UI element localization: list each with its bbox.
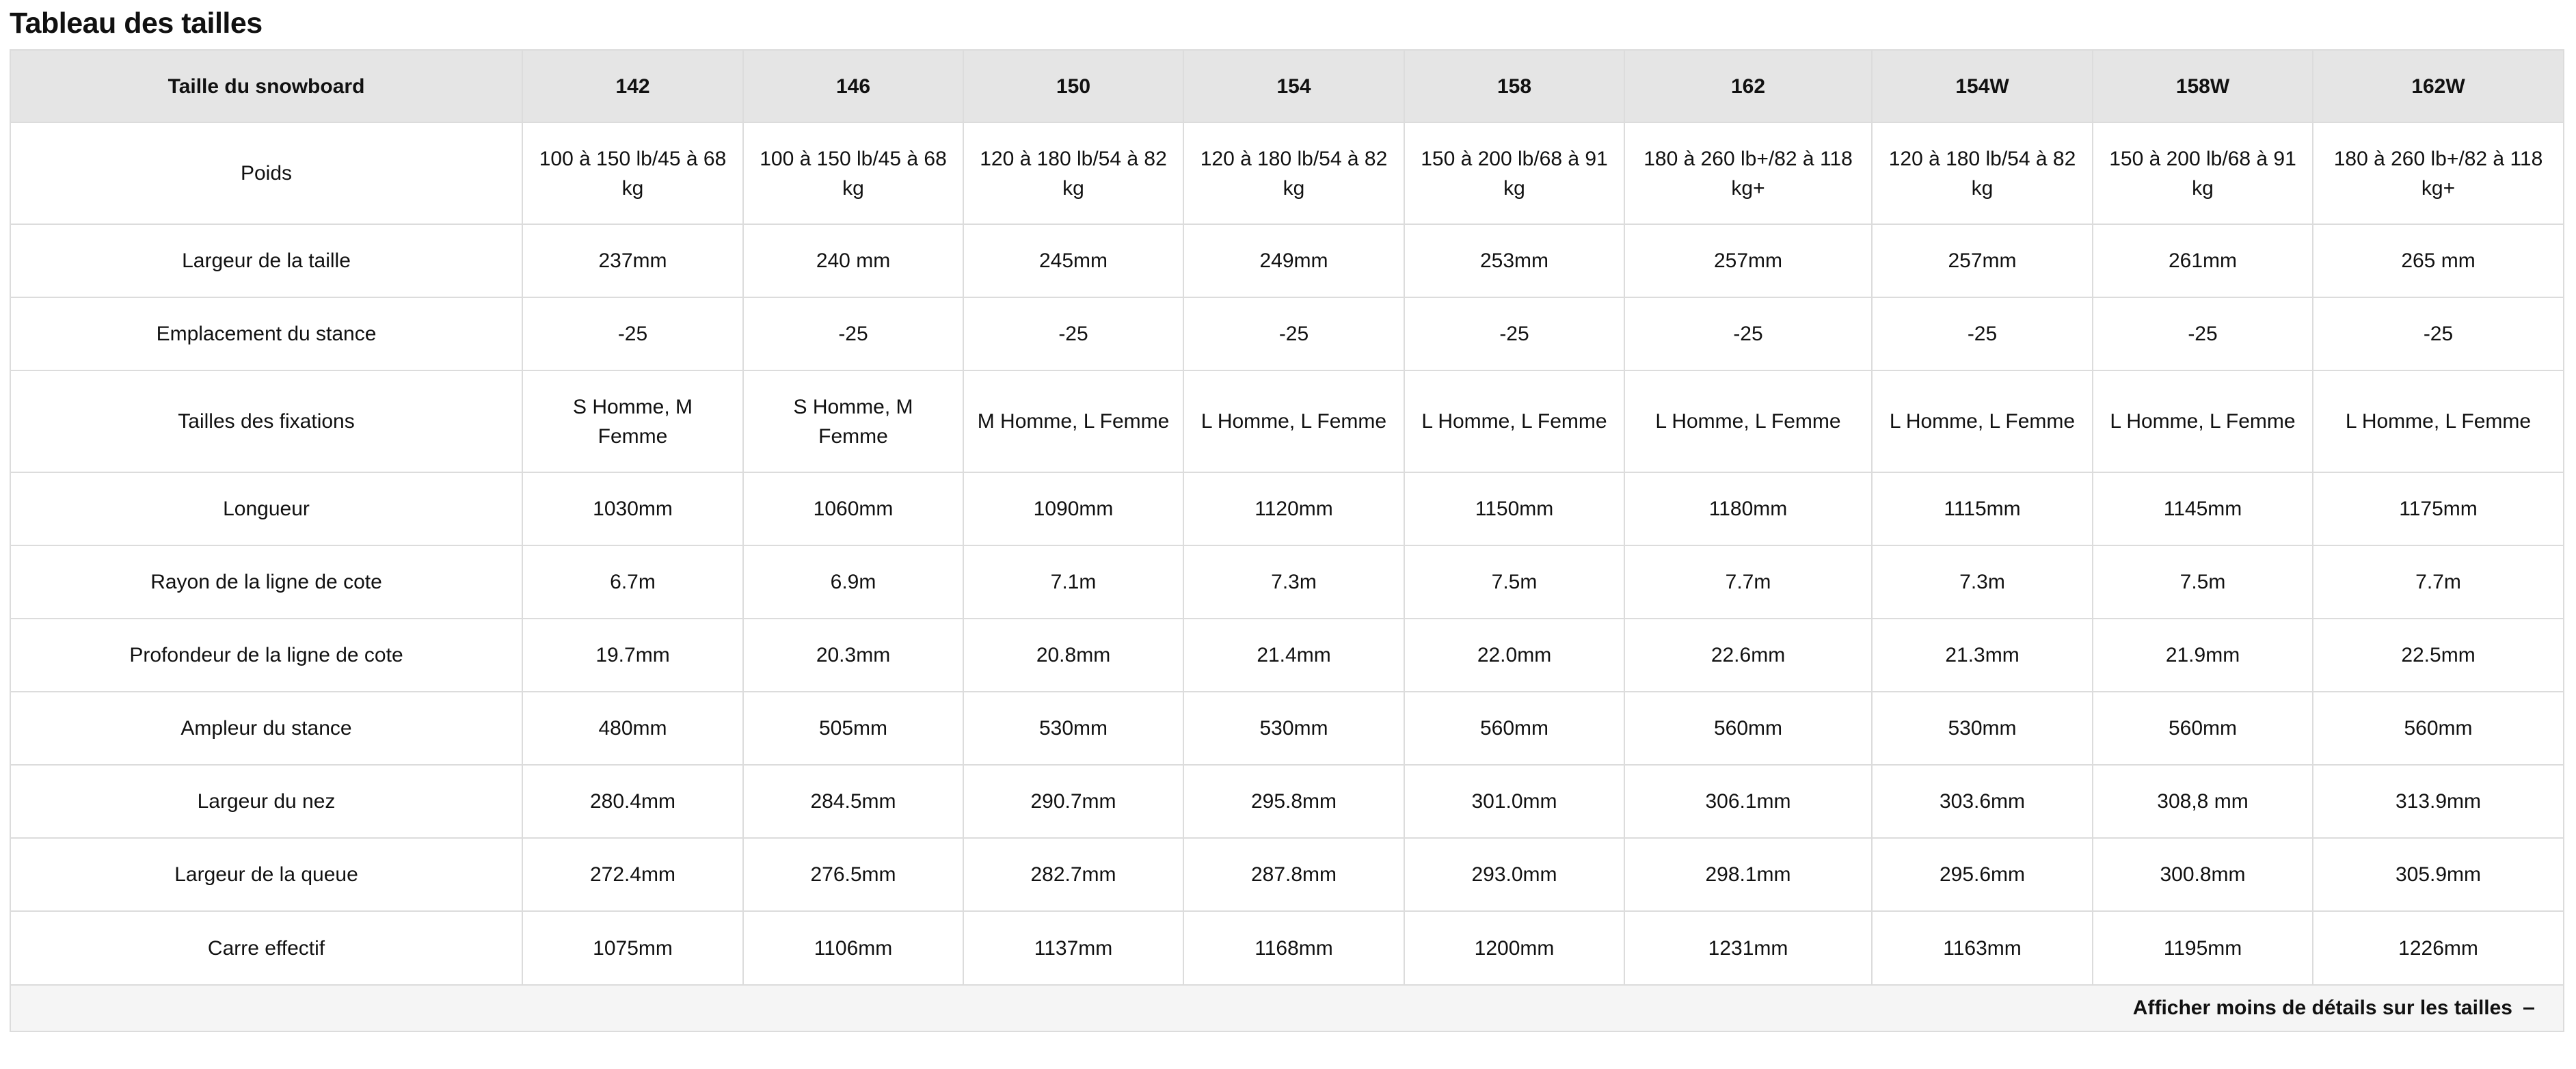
table-cell: 480mm [522,692,743,765]
table-cell: 21.3mm [1872,619,2093,692]
table-row [11,692,2563,765]
table-cell: 306.1mm [1624,765,1872,838]
table-row [11,545,2563,619]
table-cell: 22.0mm [1404,619,1624,692]
table-cell: 295.6mm [1872,838,2093,911]
table-cell: 1231mm [1624,911,1872,984]
table-cell: 1106mm [743,911,963,984]
table-cell: 7.1m [963,545,1183,619]
table-cell: 257mm [1872,224,2093,297]
table-row [11,838,2563,911]
table-cell: 265 mm [2313,224,2563,297]
size-table-container [10,49,2564,1032]
row-label: Profondeur de la ligne de cote [11,619,522,692]
row-label: Poids [11,122,522,224]
table-cell: L Homme, L Femme [1183,370,1404,472]
table-footer [11,984,2563,1031]
table-cell: 22.6mm [1624,619,1872,692]
table-cell: 6.9m [743,545,963,619]
table-cell: 276.5mm [743,838,963,911]
row-label: Emplacement du stance [11,297,522,370]
row-label: Tailles des fixations [11,370,522,472]
row-label: Largeur de la taille [11,224,522,297]
table-cell: 20.8mm [963,619,1183,692]
table-cell: 287.8mm [1183,838,1404,911]
table-cell: 1075mm [522,911,743,984]
table-cell: 7.3m [1872,545,2093,619]
table-cell: 272.4mm [522,838,743,911]
header-size: 158 [1404,51,1624,122]
table-cell: -25 [2313,297,2563,370]
row-label: Rayon de la ligne de cote [11,545,522,619]
table-cell: 1060mm [743,472,963,545]
row-label: Carre effectif [11,911,522,984]
table-cell: 237mm [522,224,743,297]
table-row [11,370,2563,472]
table-cell: 313.9mm [2313,765,2563,838]
table-row [11,619,2563,692]
table-cell: -25 [1404,297,1624,370]
table-cell: -25 [1624,297,1872,370]
table-cell: S Homme, M Femme [743,370,963,472]
table-cell: 180 à 260 lb+/82 à 118 kg+ [2313,122,2563,224]
table-cell: 150 à 200 lb/68 à 91 kg [1404,122,1624,224]
table-cell: 120 à 180 lb/54 à 82 kg [1183,122,1404,224]
table-cell: 6.7m [522,545,743,619]
table-cell: 308,8 mm [2093,765,2313,838]
table-cell: 530mm [1183,692,1404,765]
table-cell: 261mm [2093,224,2313,297]
toggle-label: Afficher moins de détails sur les tailles [2132,997,2512,1019]
table-cell: 100 à 150 lb/45 à 68 kg [522,122,743,224]
table-cell: 150 à 200 lb/68 à 91 kg [2093,122,2313,224]
table-cell: 560mm [1624,692,1872,765]
table-cell: 257mm [1624,224,1872,297]
table-cell: 1180mm [1624,472,1872,545]
table-cell: 21.9mm [2093,619,2313,692]
table-cell: 19.7mm [522,619,743,692]
table-cell: 1200mm [1404,911,1624,984]
table-cell: L Homme, L Femme [1872,370,2093,472]
table-cell: 1030mm [522,472,743,545]
header-size: 154 [1183,51,1404,122]
table-cell: 305.9mm [2313,838,2563,911]
table-cell: -25 [2093,297,2313,370]
table-row [11,472,2563,545]
table-cell: 298.1mm [1624,838,1872,911]
table-row [11,122,2563,224]
table-cell: 1090mm [963,472,1183,545]
page-title: Tableau des tailles [10,7,263,40]
table-cell: M Homme, L Femme [963,370,1183,472]
table-cell: 120 à 180 lb/54 à 82 kg [1872,122,2093,224]
table-row [11,911,2563,984]
table-cell: 21.4mm [1183,619,1404,692]
table-cell: L Homme, L Femme [2093,370,2313,472]
table-cell: 180 à 260 lb+/82 à 118 kg+ [1624,122,1872,224]
header-size: 146 [743,51,963,122]
row-label: Longueur [11,472,522,545]
table-cell: 505mm [743,692,963,765]
header-label: Taille du snowboard [11,51,522,122]
header-size: 162 [1624,51,1872,122]
table-cell: 295.8mm [1183,765,1404,838]
minus-icon [2523,1007,2534,1010]
table-cell: 1145mm [2093,472,2313,545]
table-row [11,224,2563,297]
table-cell: 290.7mm [963,765,1183,838]
header-size: 150 [963,51,1183,122]
table-cell: 560mm [2093,692,2313,765]
header-size: 162W [2313,51,2563,122]
table-cell: 301.0mm [1404,765,1624,838]
table-cell: 120 à 180 lb/54 à 82 kg [963,122,1183,224]
table-cell: 530mm [1872,692,2093,765]
table-cell: 1175mm [2313,472,2563,545]
table-cell: 1115mm [1872,472,2093,545]
table-cell: 253mm [1404,224,1624,297]
table-cell: 530mm [963,692,1183,765]
table-cell: 7.5m [2093,545,2313,619]
table-cell: 300.8mm [2093,838,2313,911]
table-cell: 240 mm [743,224,963,297]
header-size: 158W [2093,51,2313,122]
table-cell: -25 [522,297,743,370]
table-cell: L Homme, L Femme [2313,370,2563,472]
table-cell: 1195mm [2093,911,2313,984]
table-cell: -25 [743,297,963,370]
table-row [11,297,2563,370]
table-cell: -25 [1872,297,2093,370]
table-cell: 1226mm [2313,911,2563,984]
table-cell: 560mm [2313,692,2563,765]
table-cell: -25 [963,297,1183,370]
table-body [11,122,2563,984]
table-header-row [11,51,2563,122]
table-cell: 1163mm [1872,911,2093,984]
table-cell: 245mm [963,224,1183,297]
table-cell: 7.5m [1404,545,1624,619]
row-label: Ampleur du stance [11,692,522,765]
table-cell: 282.7mm [963,838,1183,911]
table-cell: 7.7m [1624,545,1872,619]
header-size: 142 [522,51,743,122]
show-less-details-toggle[interactable] [2133,986,2534,1031]
table-cell: 7.7m [2313,545,2563,619]
table-cell: 7.3m [1183,545,1404,619]
row-label: Largeur de la queue [11,838,522,911]
table-cell: 293.0mm [1404,838,1624,911]
table-cell: S Homme, M Femme [522,370,743,472]
table-cell: 1120mm [1183,472,1404,545]
table-cell: L Homme, L Femme [1624,370,1872,472]
table-cell: L Homme, L Femme [1404,370,1624,472]
table-cell: 20.3mm [743,619,963,692]
row-label: Largeur du nez [11,765,522,838]
table-cell: 560mm [1404,692,1624,765]
table-cell: 1168mm [1183,911,1404,984]
table-cell: 22.5mm [2313,619,2563,692]
table-cell: 1150mm [1404,472,1624,545]
table-cell: 100 à 150 lb/45 à 68 kg [743,122,963,224]
table-cell: 1137mm [963,911,1183,984]
table-cell: 303.6mm [1872,765,2093,838]
table-cell: 284.5mm [743,765,963,838]
table-cell: 249mm [1183,224,1404,297]
table-row [11,765,2563,838]
table-cell: 280.4mm [522,765,743,838]
header-size: 154W [1872,51,2093,122]
size-table [11,51,2563,984]
table-cell: -25 [1183,297,1404,370]
